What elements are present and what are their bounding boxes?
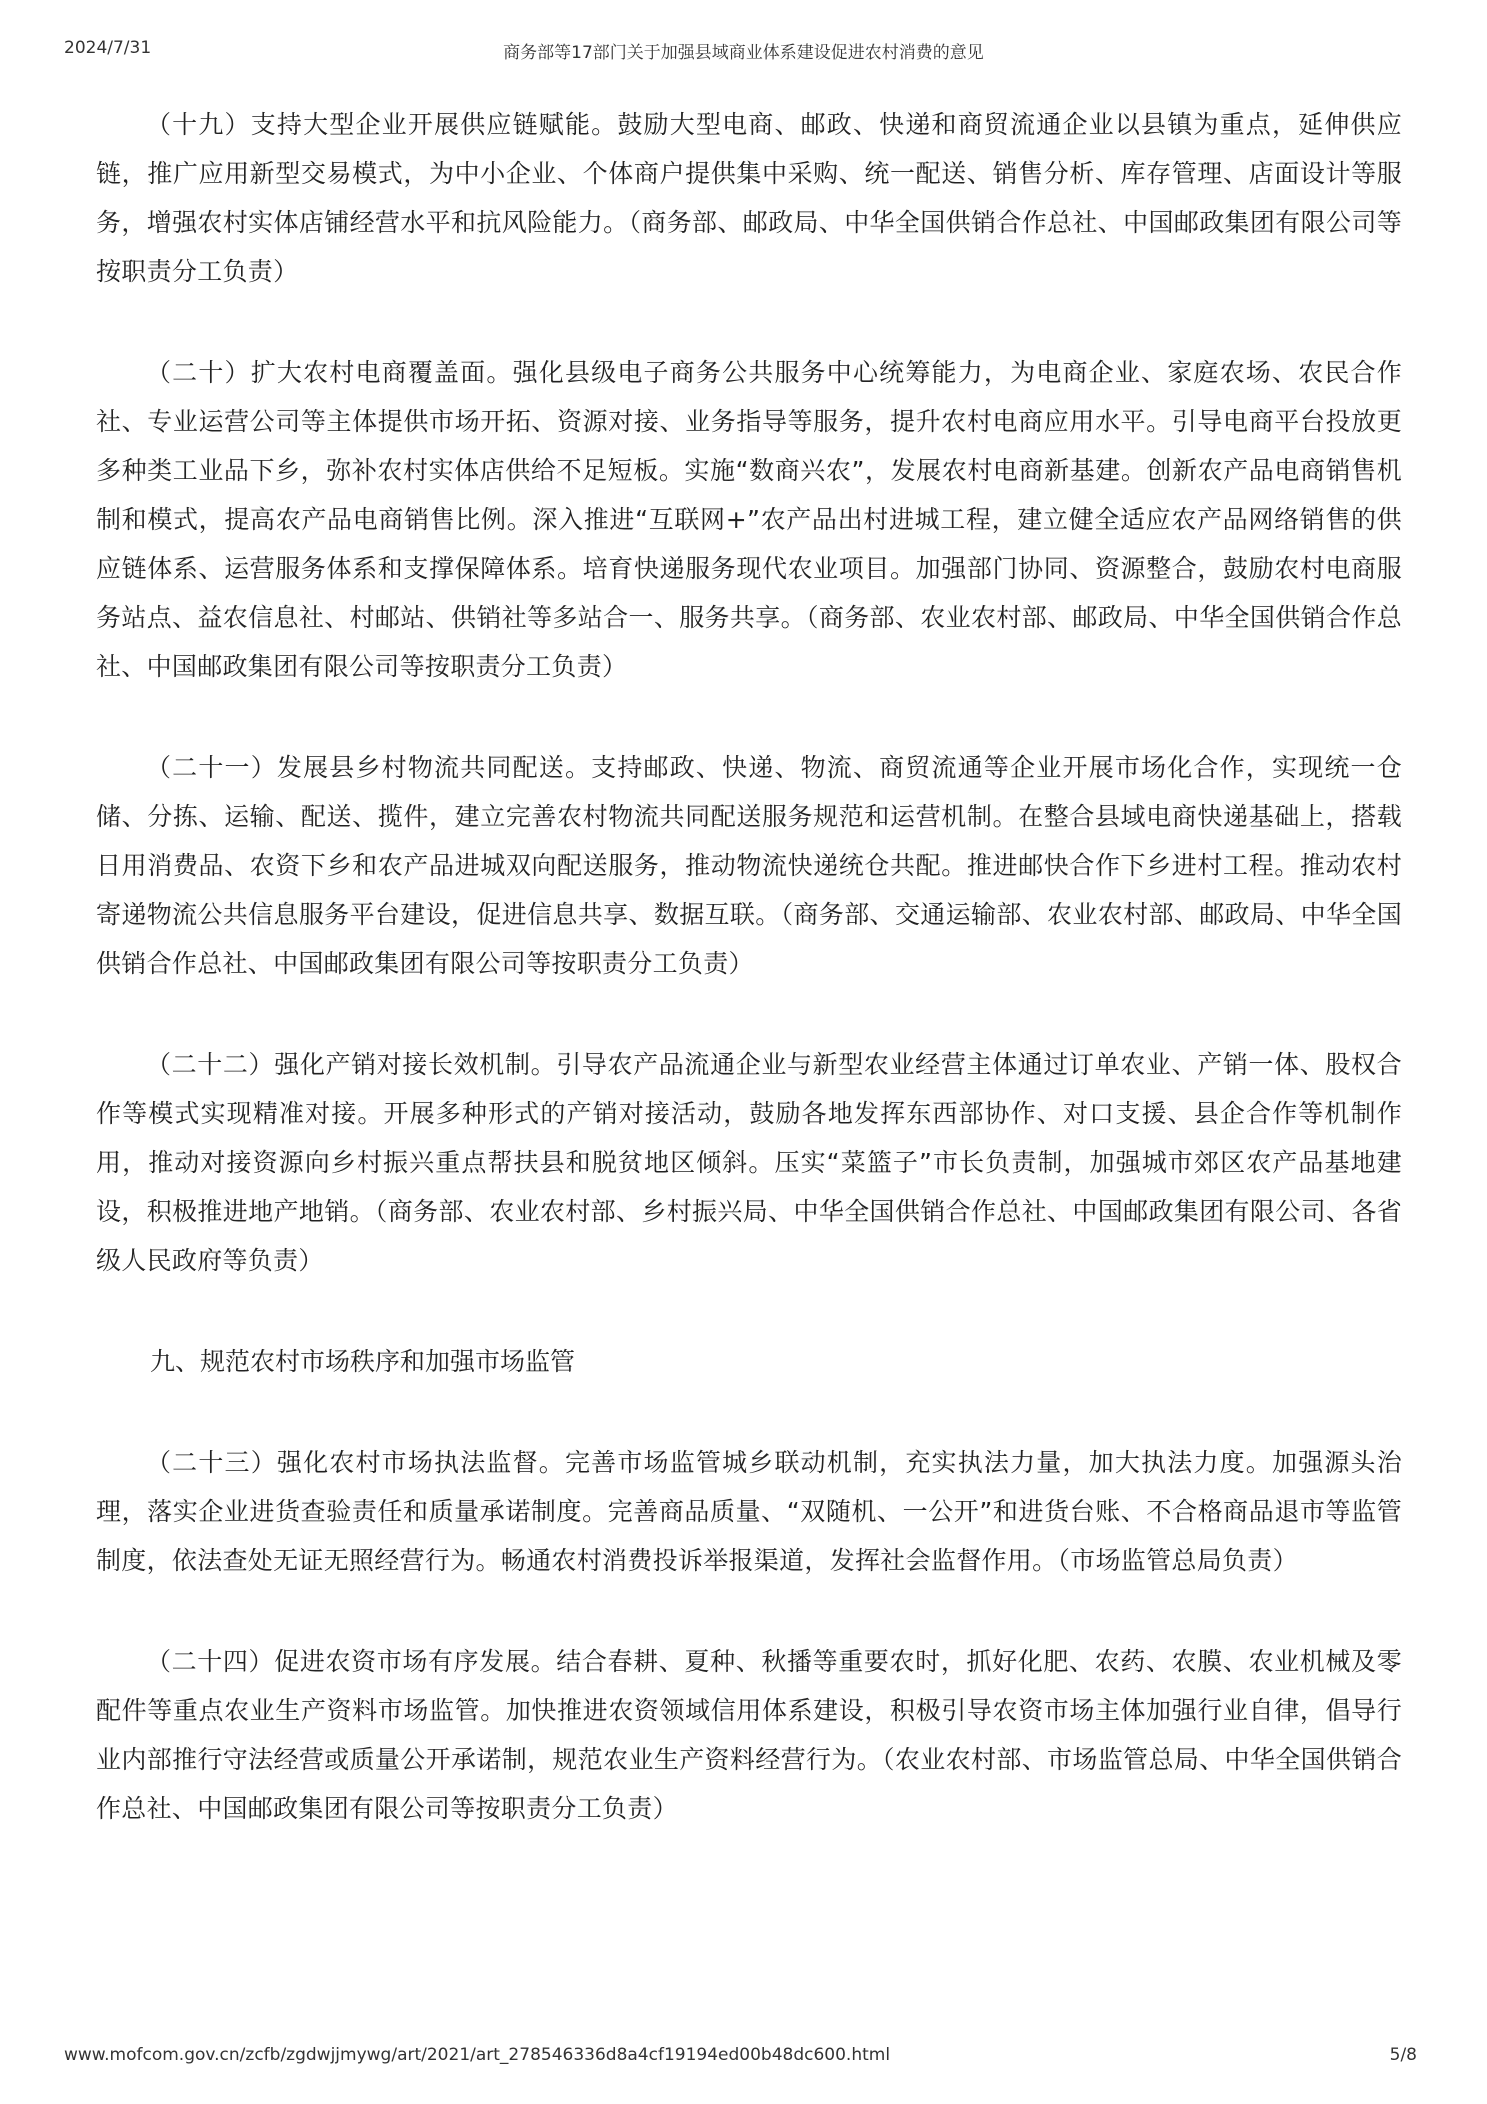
- paragraph-24: （二十四）促进农资市场有序发展。结合春耕、夏种、秋播等重要农时，抓好化肥、农药、农膜、农业机械及零配件等重点农业生产资料市场监管。加快推进农资领域信用体系建设，积极引导农资市场主体加强行业自律，倡导行业内部推行守法经营或质量公开承诺制，规范农业生产资料经营行为。（农业农村部、市场监管总局、中华全国供销合作总社、中国邮政集团有限公司等按职责分工负责）: [96, 1647, 1402, 1823]
- page-header-title: 商务部等17部门关于加强县域商业体系建设促进农村消费的意见: [503, 43, 984, 63]
- document-body: [96, 100, 1402, 1885]
- footer-url: www.mofcom.gov.cn/zcfb/zgdwjjmywg/art/2021/art_278546336d8a4cf19194ed00b48dc600.html: [64, 2045, 891, 2065]
- paragraph-22: （二十二）强化产销对接长效机制。引导农产品流通企业与新型农业经营主体通过订单农业、产销一体、股权合作等模式实现精准对接。开展多种形式的产销对接活动，鼓励各地发挥东西部协作、对口支援、县企合作等机制作用，推动对接资源向乡村振兴重点帮扶县和脱贫地区倾斜。压实“菜篮子”市长负责制，加强城市郊区农产品基地建设，积极推进地产地销。（商务部、农业农村部、乡村振兴局、中华全国供销合作总社、中国邮政集团有限公司、各省级人民政府等负责）: [96, 1050, 1402, 1275]
- page-number: 5/8: [1389, 2045, 1417, 2065]
- paragraph-20: （二十）扩大农村电商覆盖面。强化县级电子商务公共服务中心统筹能力，为电商企业、家庭农场、农民合作社、专业运营公司等主体提供市场开拓、资源对接、业务指导等服务，提升农村电商应用水平。引导电商平台投放更多种类工业品下乡，弥补农村实体店供给不足短板。实施“数商兴农”，发展农村电商新基建。创新农产品电商销售机制和模式，提高农产品电商销售比例。深入推进“互联网+”农产品出村进城工程，建立健全适应农产品网络销售的供应链体系、运营服务体系和支撑保障体系。培育快递服务现代农业项目。加强部门协同、资源整合，鼓励农村电商服务站点、益农信息社、村邮站、供销社等多站合一、服务共享。（商务部、农业农村部、邮政局、中华全国供销合作总社、中国邮政集团有限公司等按职责分工负责）: [96, 358, 1402, 681]
- print-date: 2024/7/31: [64, 38, 152, 58]
- paragraph-21: （二十一）发展县乡村物流共同配送。支持邮政、快递、物流、商贸流通等企业开展市场化合作，实现统一仓储、分拣、运输、配送、揽件，建立完善农村物流共同配送服务规范和运营机制。在整合县域电商快递基础上，搭载日用消费品、农资下乡和农产品进城双向配送服务，推动物流快递统仓共配。推进邮快合作下乡进村工程。推动农村寄递物流公共信息服务平台建设，促进信息共享、数据互联。（商务部、交通运输部、农业农村部、邮政局、中华全国供销合作总社、中国邮政集团有限公司等按职责分工负责）: [96, 753, 1402, 978]
- section-heading-9: 九、规范农村市场秩序和加强市场监管: [150, 1347, 576, 1376]
- paragraph-19: （十九）支持大型企业开展供应链赋能。鼓励大型电商、邮政、快递和商贸流通企业以县镇为重点，延伸供应链，推广应用新型交易模式，为中小企业、个体商户提供集中采购、统一配送、销售分析、库存管理、店面设计等服务，增强农村实体店铺经营水平和抗风险能力。（商务部、邮政局、中华全国供销合作总社、中国邮政集团有限公司等按职责分工负责）: [96, 110, 1402, 286]
- paragraph-23: （二十三）强化农村市场执法监督。完善市场监管城乡联动机制，充实执法力量，加大执法力度。加强源头治理，落实企业进货查验责任和质量承诺制度。完善商品质量、“双随机、一公开”和进货台账、不合格商品退市等监管制度，依法查处无证无照经营行为。畅通农村消费投诉举报渠道，发挥社会监督作用。（市场监管总局负责）: [96, 1448, 1402, 1575]
